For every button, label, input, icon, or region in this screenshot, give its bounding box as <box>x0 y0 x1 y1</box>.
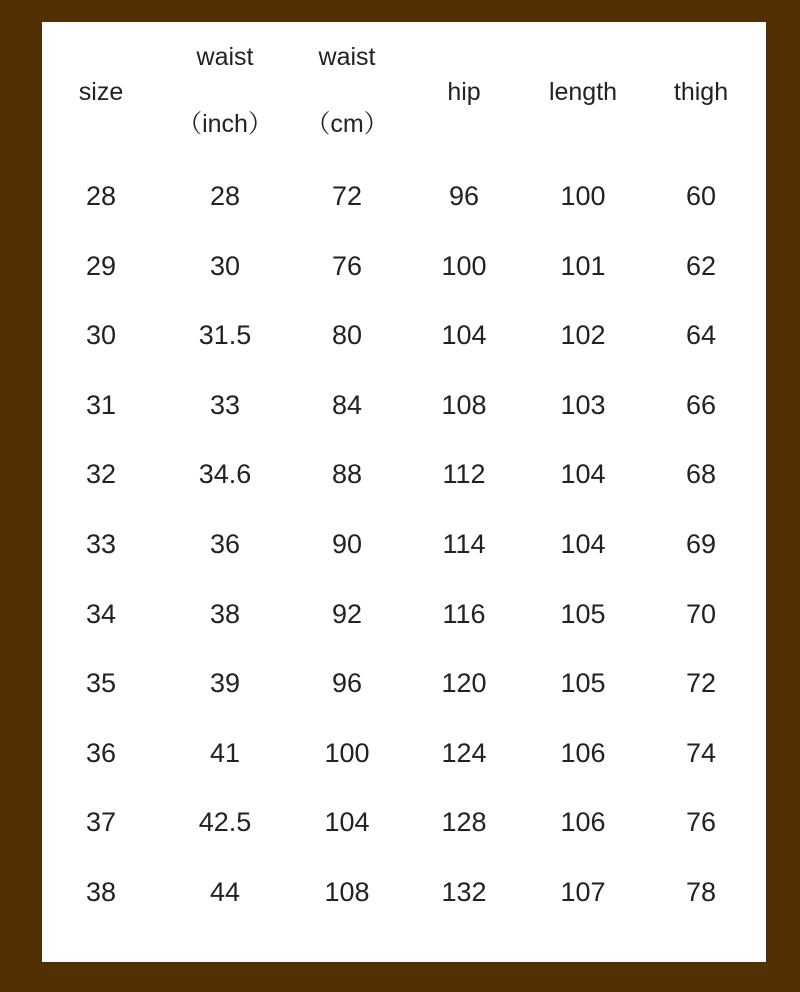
cell-length: 107 <box>560 877 606 907</box>
cell-length: 105 <box>560 668 606 698</box>
cell-waist-inch: 28 <box>209 181 241 211</box>
cell-waist-cm: 90 <box>331 529 363 559</box>
cell-thigh: 78 <box>685 877 717 907</box>
cell-waist-cm: 72 <box>331 181 363 211</box>
size-chart-panel <box>42 22 766 962</box>
cell-waist-cm: 96 <box>331 668 363 698</box>
cell-hip: 124 <box>441 738 487 768</box>
cell-hip: 100 <box>441 251 487 281</box>
cell-hip: 108 <box>441 390 487 420</box>
header-waist-inch-unit: （inch） <box>177 110 273 138</box>
cell-size: 35 <box>85 668 117 698</box>
cell-thigh: 60 <box>685 181 717 211</box>
cell-waist-cm: 76 <box>331 251 363 281</box>
header-waist-cm: waist <box>318 43 376 71</box>
cell-hip: 116 <box>442 599 486 629</box>
cell-length: 104 <box>560 459 606 489</box>
cell-length: 100 <box>560 181 606 211</box>
cell-waist-cm: 88 <box>331 459 363 489</box>
cell-thigh: 70 <box>685 599 717 629</box>
cell-thigh: 64 <box>685 320 717 350</box>
cell-size: 33 <box>85 529 117 559</box>
cell-waist-inch: 38 <box>209 599 241 629</box>
cell-waist-inch: 34.6 <box>198 459 252 489</box>
cell-waist-inch: 31.5 <box>198 320 252 350</box>
header-hip: hip <box>447 78 481 106</box>
cell-size: 28 <box>85 181 117 211</box>
cell-hip: 96 <box>448 181 480 211</box>
cell-length: 106 <box>560 807 606 837</box>
header-waist-cm-unit: （cm） <box>305 110 389 138</box>
cell-length: 103 <box>560 390 606 420</box>
cell-size: 29 <box>85 251 117 281</box>
cell-hip: 120 <box>441 668 487 698</box>
cell-size: 38 <box>85 877 117 907</box>
cell-waist-cm: 92 <box>331 599 363 629</box>
cell-waist-cm: 84 <box>331 390 363 420</box>
cell-length: 102 <box>560 320 606 350</box>
cell-size: 37 <box>85 807 117 837</box>
cell-length: 106 <box>560 738 606 768</box>
cell-thigh: 76 <box>685 807 717 837</box>
header-length: length <box>548 78 618 106</box>
cell-hip: 104 <box>441 320 487 350</box>
cell-waist-inch: 41 <box>209 738 241 768</box>
cell-hip: 112 <box>442 459 486 489</box>
cell-waist-inch: 36 <box>209 529 241 559</box>
cell-thigh: 69 <box>685 529 717 559</box>
cell-hip: 128 <box>441 807 487 837</box>
cell-waist-cm: 100 <box>324 738 370 768</box>
cell-size: 36 <box>85 738 117 768</box>
cell-waist-cm: 108 <box>324 877 370 907</box>
cell-size: 32 <box>85 459 117 489</box>
header-waist-inch: waist <box>196 43 254 71</box>
cell-size: 34 <box>85 599 117 629</box>
cell-size: 31 <box>85 390 117 420</box>
cell-length: 105 <box>560 599 606 629</box>
cell-length: 104 <box>560 529 606 559</box>
cell-thigh: 74 <box>685 738 717 768</box>
cell-length: 101 <box>560 251 606 281</box>
cell-waist-inch: 30 <box>209 251 241 281</box>
cell-waist-inch: 44 <box>209 877 241 907</box>
cell-waist-inch: 33 <box>209 390 241 420</box>
cell-hip: 132 <box>441 877 487 907</box>
cell-waist-cm: 80 <box>331 320 363 350</box>
cell-waist-inch: 39 <box>209 668 241 698</box>
cell-size: 30 <box>85 320 117 350</box>
cell-waist-inch: 42.5 <box>198 807 252 837</box>
cell-thigh: 62 <box>685 251 717 281</box>
header-thigh: thigh <box>673 78 729 106</box>
cell-thigh: 68 <box>685 459 717 489</box>
cell-thigh: 66 <box>685 390 717 420</box>
cell-waist-cm: 104 <box>324 807 370 837</box>
cell-thigh: 72 <box>685 668 717 698</box>
header-size: size <box>78 78 124 106</box>
cell-hip: 114 <box>442 529 486 559</box>
